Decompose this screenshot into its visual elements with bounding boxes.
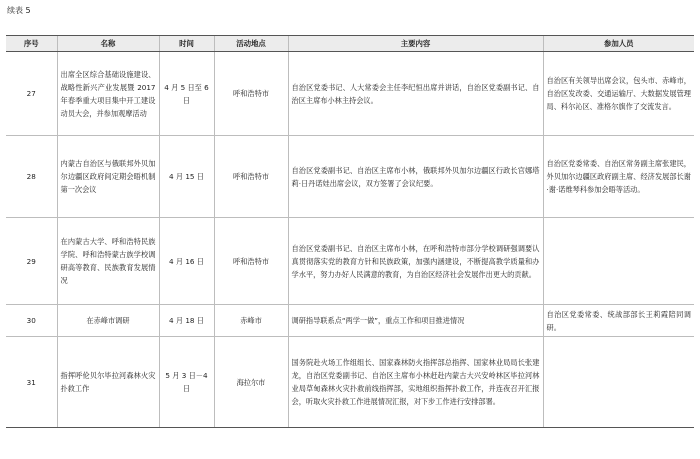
row-content: 自治区党委副书记、自治区主席布小林，在呼和浩特市部分学校调研强调要认真贯彻落实党的教育方针和民族政策，加强内涵建设，不断提高教学质量和办学水平，努力办好人民满意的教育，为自治区经济社会发展作出更大的贡献。 <box>288 218 543 305</box>
table-row <box>6 218 694 305</box>
row-content: 调研指导联系点“两学一做”，重点工作和项目推进情况 <box>288 305 543 337</box>
row-content: 国务院赴火场工作组组长、国家森林防火指挥部总指挥、国家林业局局长张建龙，自治区党委副书记、自治区主席布小林赶赴内蒙古大兴安岭林区毕拉河林业局草甸森林火灾扑救前线指挥部，实地组织指挥扑救工作，并连夜召开汇报会，听取火灾扑救工作进展情况汇报，对下步工作进行安排部署。 <box>288 337 543 428</box>
row-time: 4 月 15 日 <box>159 136 214 218</box>
table-caption: 续表 5 <box>7 6 31 15</box>
header-content: 主要内容 <box>288 36 543 52</box>
row-no: 30 <box>6 305 57 337</box>
row-no: 28 <box>6 136 57 218</box>
table-row <box>6 337 694 428</box>
row-place: 呼和浩特市 <box>214 218 288 305</box>
row-place: 呼和浩特市 <box>214 52 288 136</box>
row-time: 4 月 16 日 <box>159 218 214 305</box>
row-time: 5 月 3 日－4 日 <box>159 337 214 428</box>
row-no: 31 <box>6 337 57 428</box>
table-row <box>6 136 694 218</box>
row-name: 在赤峰市调研 <box>57 305 159 337</box>
row-name: 指挥呼伦贝尔毕拉河森林火灾扑救工作 <box>57 337 159 428</box>
header-place: 活动地点 <box>214 36 288 52</box>
row-time: 4 月 5 日至 6 日 <box>159 52 214 136</box>
row-no: 27 <box>6 52 57 136</box>
row-content: 自治区党委副书记、自治区主席布小林，俄联邦外贝加尔边疆区行政长官娜塔莉·日丹诺娃出席会议，双方签署了会议纪要。 <box>288 136 543 218</box>
row-no: 29 <box>6 218 57 305</box>
row-participants <box>543 218 694 305</box>
row-content: 自治区党委书记、人大常委会主任李纪恒出席并讲话，自治区党委副书记、自治区主席布小林主持会议。 <box>288 52 543 136</box>
row-participants: 自治区党委常委、自治区常务副主席张建民，外贝加尔边疆区政府副主席、经济发展部长谢·谢·诺维琴科参加会晤等活动。 <box>543 136 694 218</box>
row-participants <box>543 337 694 428</box>
row-place: 呼和浩特市 <box>214 136 288 218</box>
header-row <box>6 36 694 52</box>
row-participants: 自治区有关领导出席会议，包头市、赤峰市，自治区发改委、交通运输厅、大数据发展管理局、科尔沁区、准格尔旗作了交流发言。 <box>543 52 694 136</box>
row-place: 赤峰市 <box>214 305 288 337</box>
events-table <box>6 35 694 428</box>
header-participants: 参加人员 <box>543 36 694 52</box>
header-name: 名称 <box>57 36 159 52</box>
row-name: 内蒙古自治区与俄联邦外贝加尔边疆区政府间定期会晤机制第一次会议 <box>57 136 159 218</box>
table-row <box>6 305 694 337</box>
table-row <box>6 52 694 136</box>
header-time: 时间 <box>159 36 214 52</box>
row-name: 在内蒙古大学、呼和浩特民族学院、呼和浩特蒙古族学校调研高等教育、民族教育发展情况 <box>57 218 159 305</box>
row-name: 出席全区综合基础设施建设、战略性新兴产业发展暨 2017 年春季重大项目集中开工建设动员大会，并参加观摩活动 <box>57 52 159 136</box>
row-time: 4 月 18 日 <box>159 305 214 337</box>
row-place: 海拉尔市 <box>214 337 288 428</box>
header-no: 序号 <box>6 36 57 52</box>
row-participants: 自治区党委常委、统战部部长王莉霞陪同调研。 <box>543 305 694 337</box>
